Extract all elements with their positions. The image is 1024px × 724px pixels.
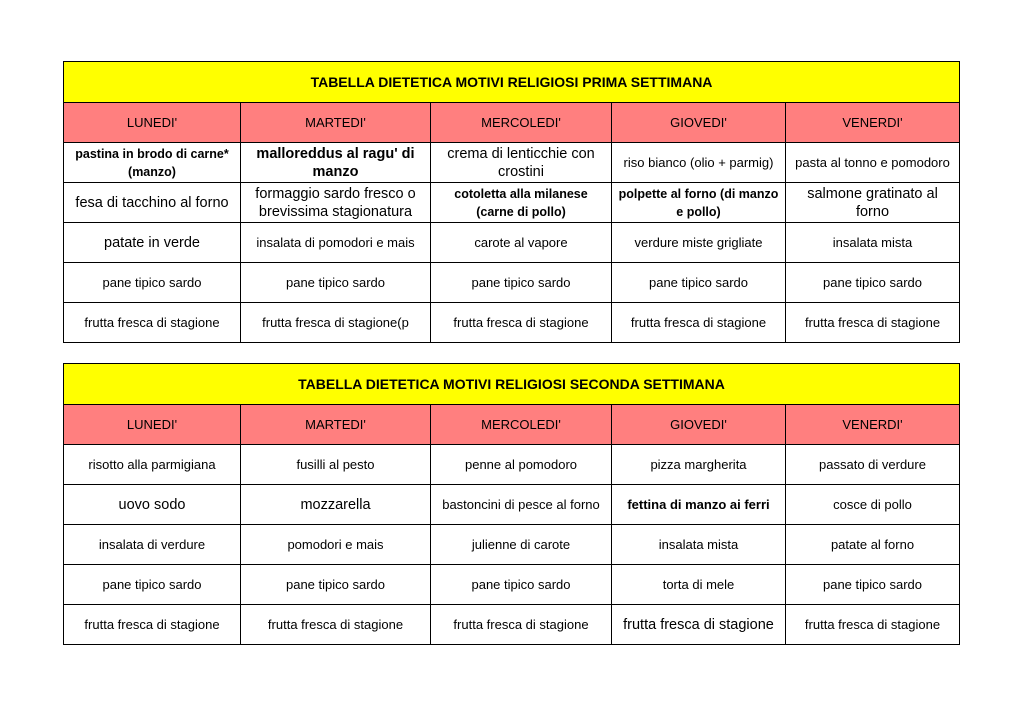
meal-row-second-course <box>64 183 960 223</box>
menu-cell: pane tipico sardo <box>64 565 241 605</box>
menu-cell: frutta fresca di stagione <box>612 303 786 343</box>
day-header-monday: LUNEDI' <box>64 405 241 445</box>
meal-row-side-dish <box>64 525 960 565</box>
menu-cell: malloreddus al ragu' di manzo <box>241 143 431 183</box>
menu-cell: torta di mele <box>612 565 786 605</box>
day-header-tuesday: MARTEDI' <box>241 103 431 143</box>
menu-cell: insalata mista <box>786 223 960 263</box>
meal-row-bread <box>64 263 960 303</box>
menu-cell: insalata di verdure <box>64 525 241 565</box>
menu-cell: frutta fresca di stagione <box>786 303 960 343</box>
menu-cell: julienne di carote <box>431 525 612 565</box>
table-title-row <box>64 364 960 405</box>
menu-cell: frutta fresca di stagione(p <box>241 303 431 343</box>
day-header-thursday: GIOVEDI' <box>612 405 786 445</box>
menu-cell: insalata di pomodori e mais <box>241 223 431 263</box>
menu-cell: cotoletta alla milanese (carne di pollo) <box>431 183 612 223</box>
meal-row-second-course <box>64 485 960 525</box>
meal-row-bread <box>64 565 960 605</box>
day-header-wednesday: MERCOLEDI' <box>431 103 612 143</box>
diet-table-week-1 <box>63 61 960 343</box>
menu-cell: polpette al forno (di manzo e pollo) <box>612 183 786 223</box>
menu-cell: fettina di manzo ai ferri <box>612 485 786 525</box>
day-header-friday: VENERDI' <box>786 103 960 143</box>
menu-cell: pane tipico sardo <box>431 565 612 605</box>
menu-cell: pane tipico sardo <box>786 263 960 303</box>
menu-cell: risotto alla parmigiana <box>64 445 241 485</box>
meal-row-fruit <box>64 303 960 343</box>
table-title: TABELLA DIETETICA MOTIVI RELIGIOSI SECONDA SETTIMANA <box>64 364 960 405</box>
menu-cell: pizza margherita <box>612 445 786 485</box>
menu-cell: pane tipico sardo <box>241 565 431 605</box>
day-header-wednesday: MERCOLEDI' <box>431 405 612 445</box>
menu-cell: insalata mista <box>612 525 786 565</box>
menu-cell: pane tipico sardo <box>612 263 786 303</box>
menu-cell: formaggio sardo fresco o brevissima stagionatura <box>241 183 431 223</box>
day-header-monday: LUNEDI' <box>64 103 241 143</box>
menu-cell: frutta fresca di stagione <box>241 605 431 645</box>
day-header-row <box>64 405 960 445</box>
table-title: TABELLA DIETETICA MOTIVI RELIGIOSI PRIMA SETTIMANA <box>64 62 960 103</box>
menu-cell: frutta fresca di stagione <box>64 605 241 645</box>
menu-cell: passato di verdure <box>786 445 960 485</box>
menu-cell: patate al forno <box>786 525 960 565</box>
table-title-row <box>64 62 960 103</box>
meal-row-side-dish <box>64 223 960 263</box>
menu-cell: cosce di pollo <box>786 485 960 525</box>
menu-cell: frutta fresca di stagione <box>64 303 241 343</box>
menu-cell: pane tipico sardo <box>241 263 431 303</box>
menu-cell: frutta fresca di stagione <box>786 605 960 645</box>
menu-cell: crema di lenticchie con crostini <box>431 143 612 183</box>
menu-cell: penne al pomodoro <box>431 445 612 485</box>
menu-cell: frutta fresca di stagione <box>431 605 612 645</box>
menu-cell: pomodori e mais <box>241 525 431 565</box>
menu-cell: salmone gratinato al forno <box>786 183 960 223</box>
menu-cell: carote al vapore <box>431 223 612 263</box>
menu-cell: uovo sodo <box>64 485 241 525</box>
menu-cell: fesa di tacchino al forno <box>64 183 241 223</box>
menu-cell: frutta fresca di stagione <box>431 303 612 343</box>
menu-cell: frutta fresca di stagione <box>612 605 786 645</box>
menu-cell: pane tipico sardo <box>431 263 612 303</box>
menu-cell: verdure miste grigliate <box>612 223 786 263</box>
menu-cell: pastina in brodo di carne* (manzo) <box>64 143 241 183</box>
menu-cell: pane tipico sardo <box>64 263 241 303</box>
menu-cell: patate in verde <box>64 223 241 263</box>
day-header-tuesday: MARTEDI' <box>241 405 431 445</box>
day-header-friday: VENERDI' <box>786 405 960 445</box>
menu-cell: mozzarella <box>241 485 431 525</box>
day-header-thursday: GIOVEDI' <box>612 103 786 143</box>
menu-cell: pasta al tonno e pomodoro <box>786 143 960 183</box>
menu-cell: riso bianco (olio + parmig) <box>612 143 786 183</box>
meal-row-fruit <box>64 605 960 645</box>
meal-row-first-course <box>64 143 960 183</box>
meal-row-first-course <box>64 445 960 485</box>
menu-cell: pane tipico sardo <box>786 565 960 605</box>
diet-table-week-2 <box>63 363 960 645</box>
day-header-row <box>64 103 960 143</box>
menu-cell: fusilli al pesto <box>241 445 431 485</box>
menu-cell: bastoncini di pesce al forno <box>431 485 612 525</box>
